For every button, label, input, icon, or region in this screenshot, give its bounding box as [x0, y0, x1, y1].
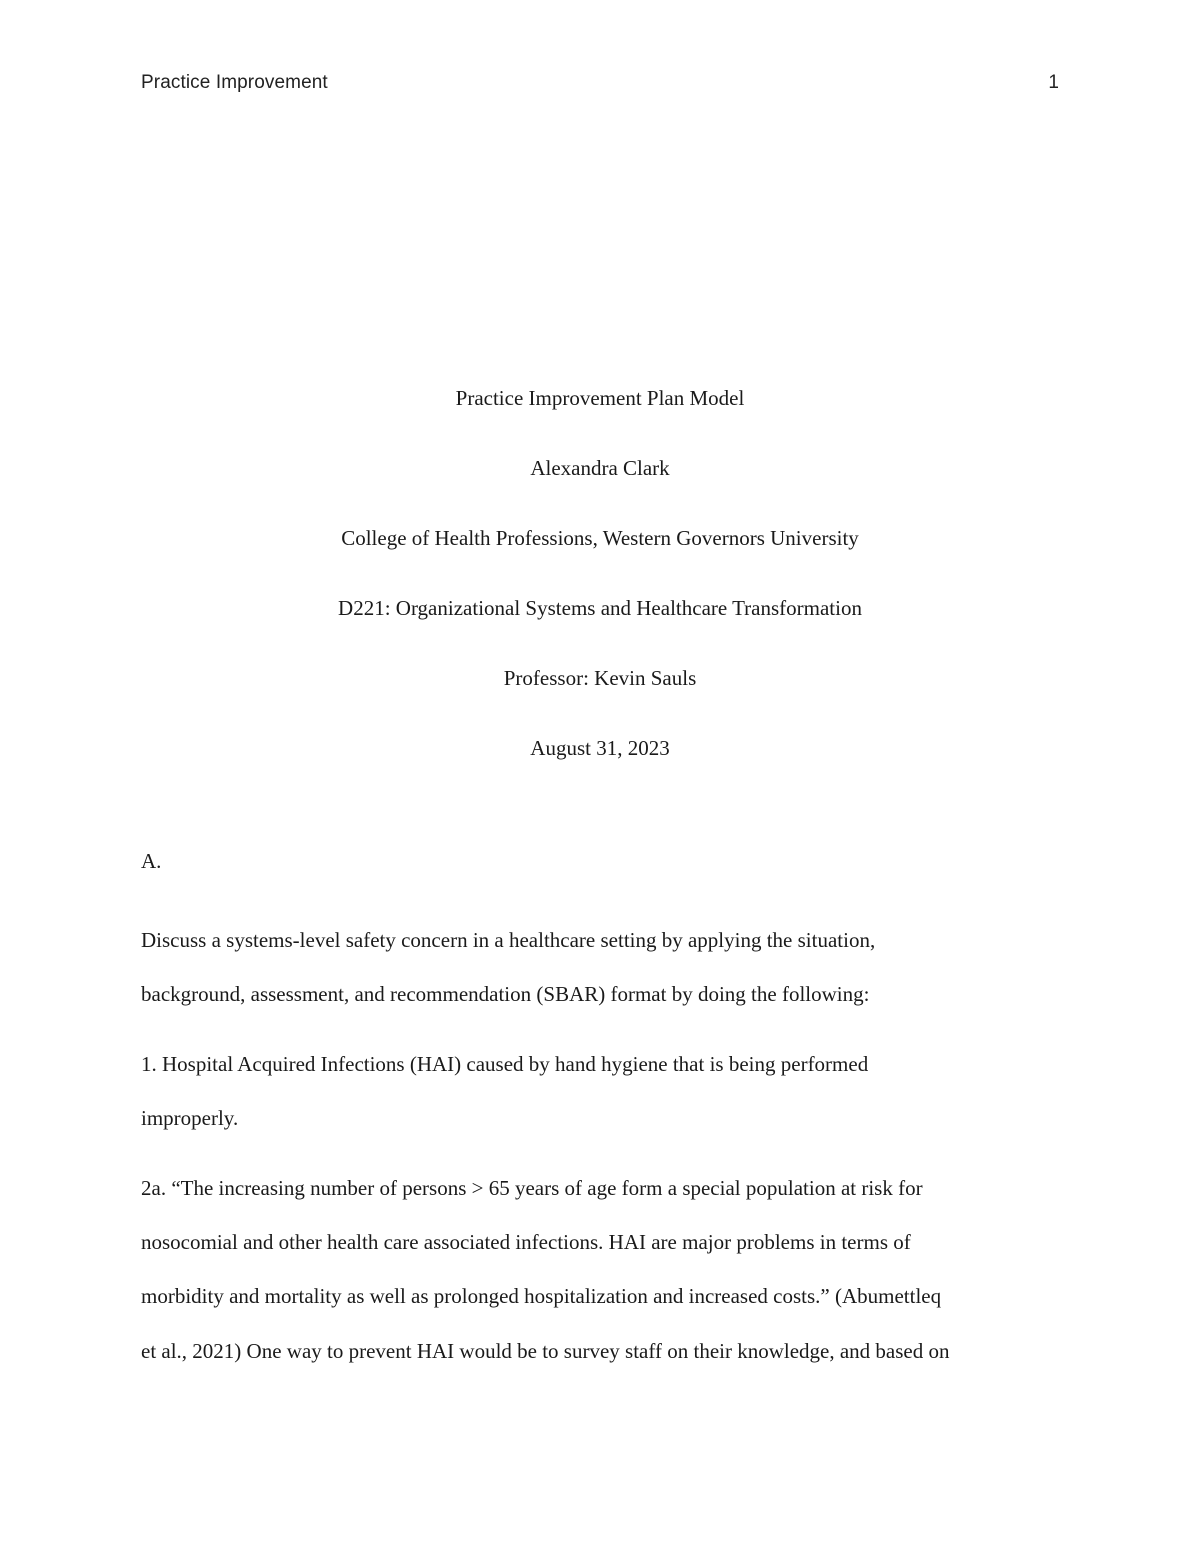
- author-name: Alexandra Clark: [530, 456, 670, 480]
- section-heading: A.: [141, 849, 162, 873]
- paragraph-line: background, assessment, and recommendation (SBAR) format by doing the following:: [141, 982, 870, 1007]
- paragraph-line: morbidity and mortality as well as prolonged hospitalization and increased costs.” (Abumettleq: [141, 1284, 942, 1309]
- professor-name: Professor: Kevin Sauls: [503, 666, 697, 690]
- paper-title: Practice Improvement Plan Model: [455, 386, 745, 410]
- submission-date: August 31, 2023: [530, 736, 670, 760]
- paragraph-line: 1. Hospital Acquired Infections (HAI) caused by hand hygiene that is being performed: [141, 1051, 869, 1076]
- running-head: Practice Improvement: [141, 72, 328, 93]
- title-block: [0, 380, 1200, 800]
- course-name: D221: Organizational Systems and Healthcare Transformation: [338, 596, 862, 620]
- institution: College of Health Professions, Western Governors University: [341, 526, 859, 550]
- paragraph-situation: [141, 1037, 1061, 1146]
- paragraph-line: Discuss a systems-level safety concern in a healthcare setting by applying the situation,: [141, 928, 876, 952]
- paragraph-line: improperly.: [141, 1106, 239, 1131]
- paragraph-line: nosocomial and other health care associated infections. HAI are major problems in terms of: [141, 1230, 911, 1255]
- paragraph-prompt: [141, 913, 1061, 1022]
- paragraph-background: [141, 1161, 1061, 1379]
- paragraph-line: 2a. “The increasing number of persons > 65 years of age form a special population at risk for: [141, 1175, 923, 1200]
- paragraph-line: et al., 2021) One way to prevent HAI would be to survey staff on their knowledge, and based on: [141, 1338, 950, 1363]
- page-number: 1: [1048, 72, 1059, 93]
- body-text: [141, 843, 1061, 1393]
